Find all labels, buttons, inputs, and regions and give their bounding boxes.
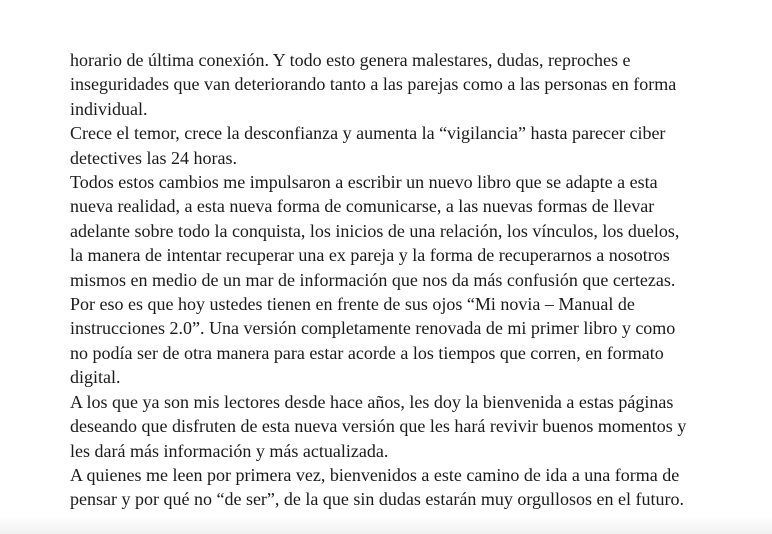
paragraph [70,48,720,121]
text-line: horario de última conexión. Y todo esto genera malestares, dudas, reproches e [70,50,631,70]
text-line: A quienes me leen por primera vez, bienvenidos a este camino de ida a una forma de [70,464,680,485]
text-line: la manera de intentar recuperar una ex pareja y la forma de recuperarnos a nosotros [70,245,670,266]
text-line: no podía ser de otra manera para estar acorde a los tiempos que corren, en formato [70,342,664,363]
text-line: inseguridades que van deteriorando tanto a las parejas como a las personas en forma [70,74,677,95]
text-line: digital. [70,367,121,388]
body-text [70,48,720,512]
paragraph [70,121,720,170]
text-line: individual. [70,98,148,119]
paragraph [70,463,720,512]
text-line: detectives las 24 horas. [70,147,237,168]
text-line: instrucciones 2.0”. Una versión completamente renovada de mi primer libro y como [70,318,676,339]
text-line: Crece el temor, crece la desconfianza y aumenta la “vigilancia” hasta parecer ciber [70,123,666,144]
text-line: Por eso es que hoy ustedes tienen en frente de sus ojos “Mi novia – Manual de [70,294,635,315]
text-line: Todos estos cambios me impulsaron a escribir un nuevo libro que se adapte a esta [70,172,658,193]
paragraph [70,170,720,292]
text-line: adelante sobre todo la conquista, los inicios de una relación, los vínculos, los duelos, [70,220,680,241]
text-line: mismos en medio de un mar de información que nos da más confusión que certezas. [70,269,676,290]
text-line: les dará más información y más actualizada. [70,440,389,461]
text-line: deseando que disfruten de esta nueva versión que les hará revivir buenos momentos y [70,416,687,437]
text-line: A los que ya son mis lectores desde hace años, les doy la bienvenida a estas páginas [70,391,674,412]
paragraph [70,390,720,463]
text-line: pensar y por qué no “de ser”, de la que sin dudas estarán muy orgullosos en el futuro. [70,489,685,510]
text-line: nueva realidad, a esta nueva forma de comunicarse, a las nuevas formas de llevar [70,196,655,217]
bottom-edge-shadow [0,516,772,534]
paragraph [70,292,720,390]
